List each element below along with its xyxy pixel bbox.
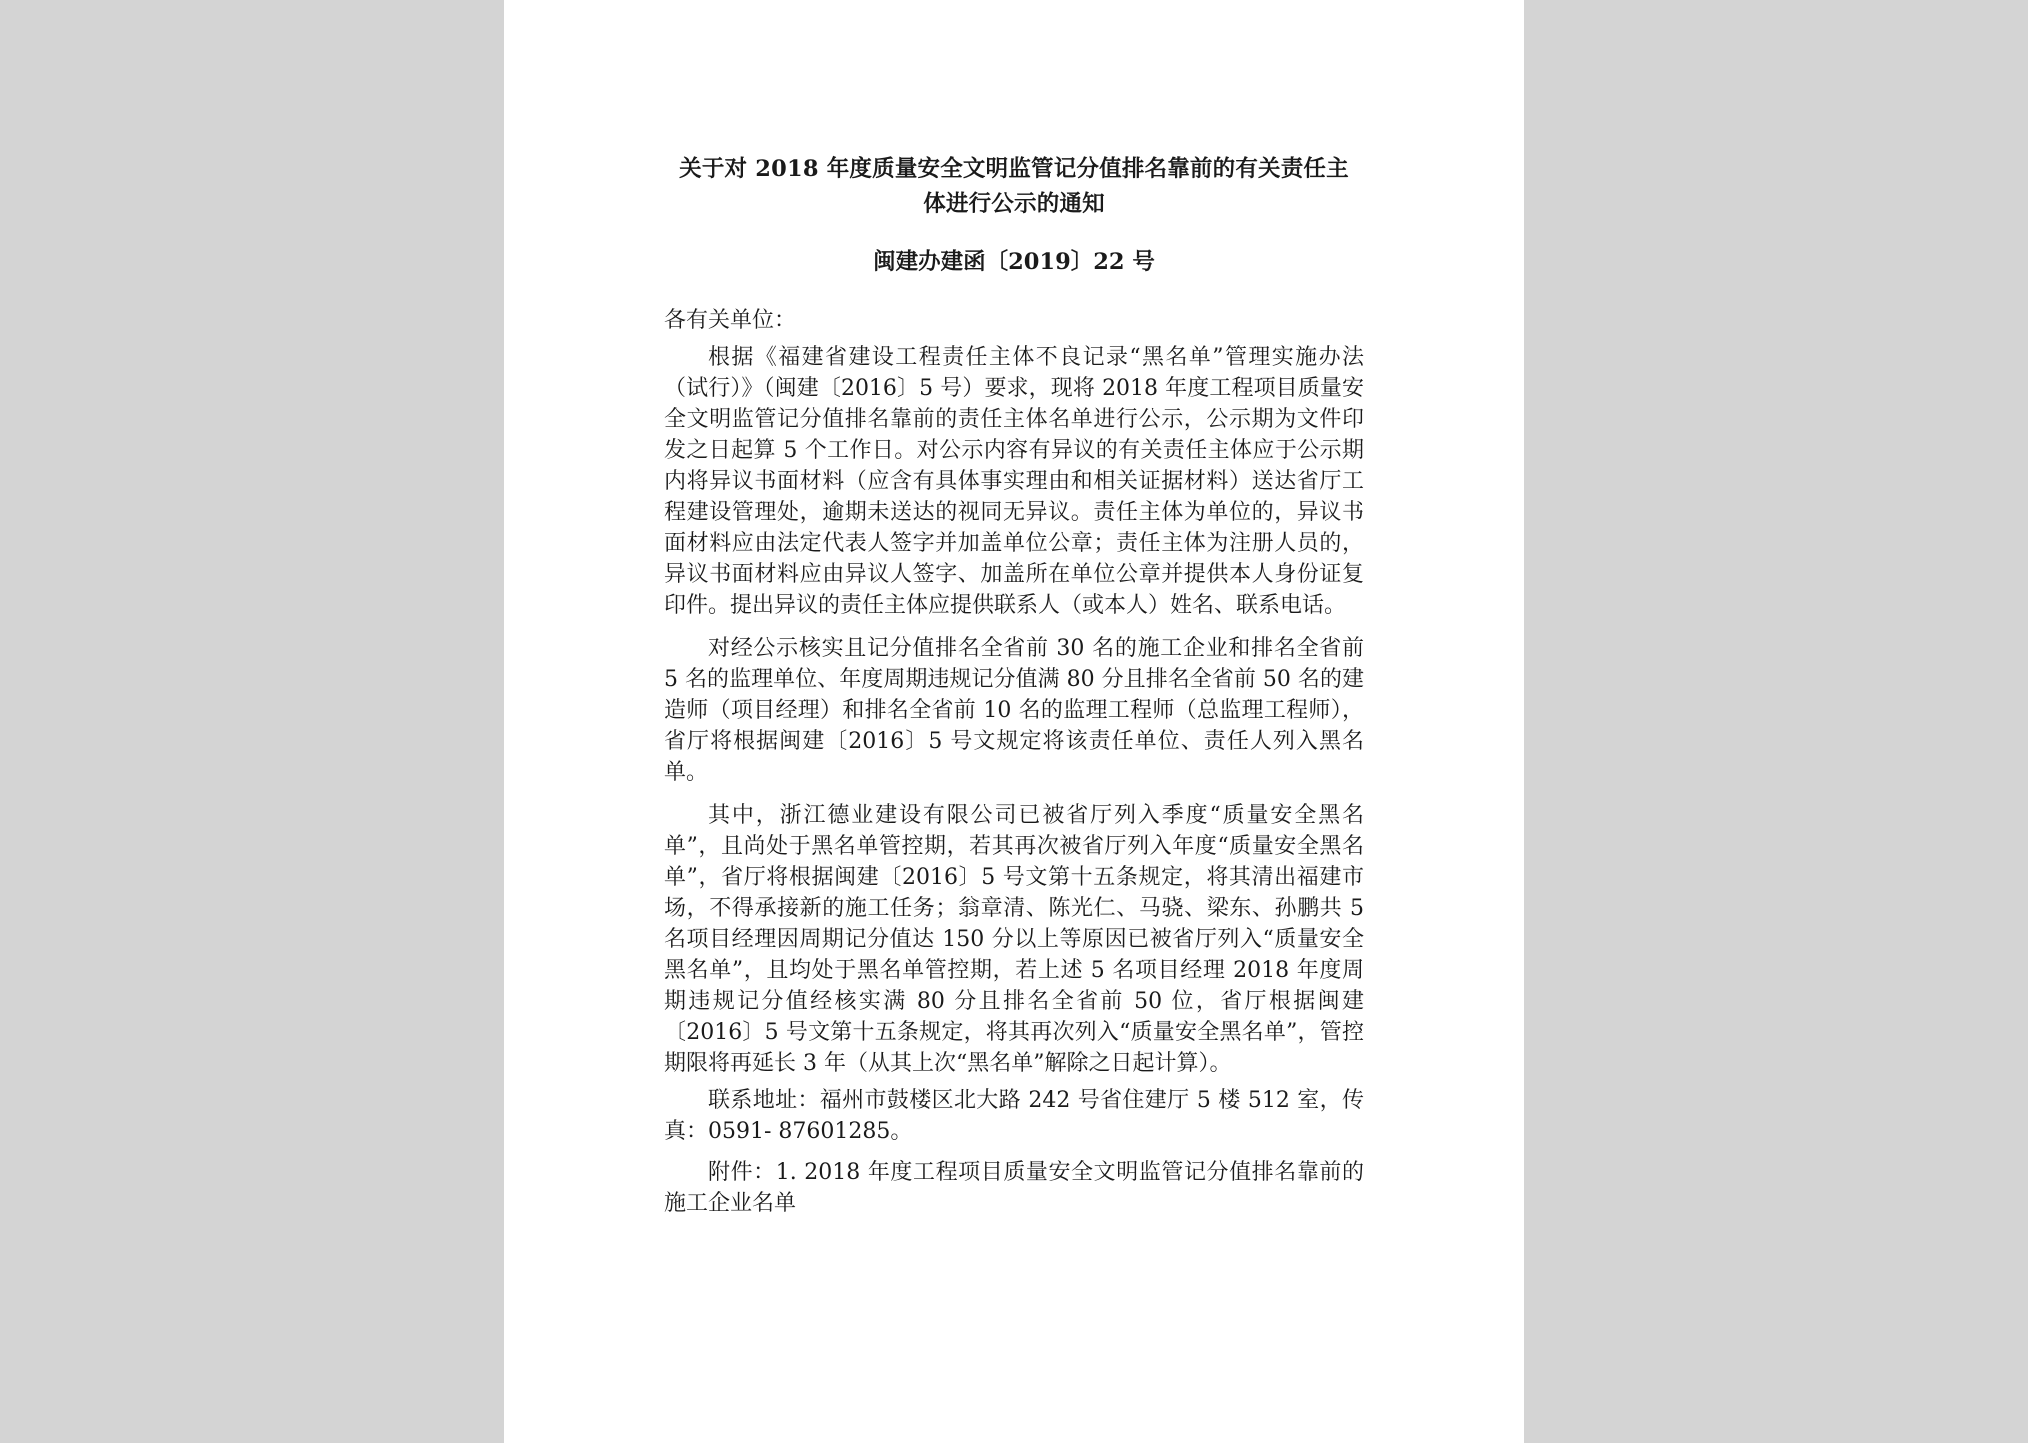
body-paragraph-3: 其中，浙江德业建设有限公司已被省厅列入季度“质量安全黑名单”，且尚处于黑名单管控期，若其再次被省厅列入年度“质量安全黑名单”，省厅将根据闽建〔2016〕5 号文第十五条规定，将其清出福建市场，不得承接新的施工任务；翁章清、陈光仁、马骁、梁东、孙鹏共 5 名项目经理因周期记分值达 150 分以上等原因已被省厅列入“质量安全黑名单”，且均处于黑名单管控期，若上述 5 名项目经理 2018 年度周期违规记分值经核实满 80 分且排名全省前 50 位，省厅根据闽建〔2016〕5 号文第十五条规定，将其再次列入“质量安全黑名单”，管控期限将再延长 3 年（从其上次“黑名单”解除之日起计算）。 — [664, 803, 1364, 1076]
document-page — [504, 0, 1524, 1443]
body-paragraph-1: 根据《福建省建设工程责任主体不良记录“黑名单”管理实施办法（试行）》（闽建〔2016〕5 号）要求，现将 2018 年度工程项目质量安全文明监管记分值排名靠前的责任主体名单进行公示，公示期为文件印发之日起算 5 个工作日。对公示内容有异议的有关责任主体应于公示期内将异议书面材料（应含有具体事实理由和相关证据材料）送达省厅工程建设管理处，逾期未送达的视同无异议。责任主体为单位的，异议书面材料应由法定代表人签字并加盖单位公章；责任主体为注册人员的，异议书面材料应由异议人签字、加盖所在单位公章并提供本人身份证复印件。提出异议的责任主体应提供联系人（或本人）姓名、联系电话。 — [664, 345, 1364, 618]
document-title: 关于对 2018 年度质量安全文明监管记分值排名靠前的有关责任主体进行公示的通知 — [679, 156, 1349, 217]
page-content — [664, 152, 1364, 1219]
document-number: 闽建办建函〔2019〕22 号 — [873, 249, 1155, 275]
attachment-list: 附件：1. 2018 年度工程项目质量安全文明监管记分值排名靠前的施工企业名单 — [664, 1160, 1364, 1216]
contact-info: 联系地址：福州市鼓楼区北大路 242 号省住建厅 5 楼 512 室，传真：0591- 87601285。 — [664, 1088, 1364, 1144]
salutation: 各有关单位： — [664, 308, 797, 333]
body-paragraph-2: 对经公示核实且记分值排名全省前 30 名的施工企业和排名全省前 5 名的监理单位、年度周期违规记分值满 80 分且排名全省前 50 名的建造师（项目经理）和排名全省前 10 名的监理工程师（总监理工程师），省厅将根据闽建〔2016〕5 号文规定将该责任单位、责任人列入黑名单。 — [664, 636, 1364, 785]
